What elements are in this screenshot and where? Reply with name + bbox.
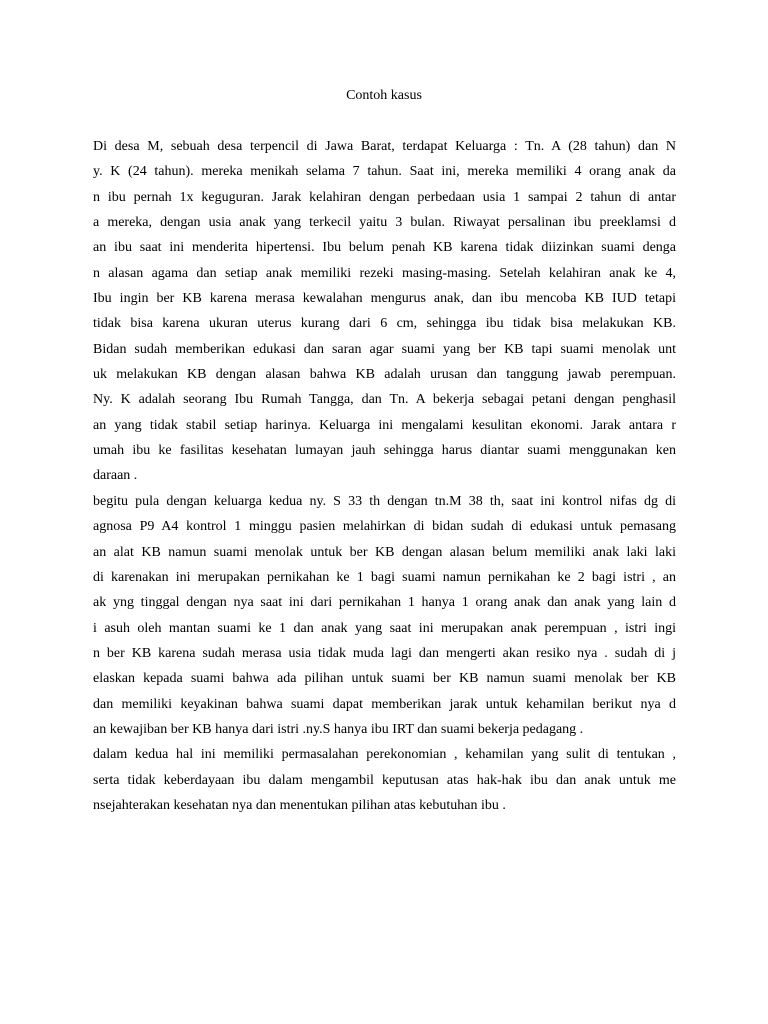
body-line: an ibu saat ini menderita hipertensi. Ibu belum penah KB karena tidak diizinkan suami denga [93,240,676,256]
body-line: an kewajiban ber KB hanya dari istri .ny.S hanya ibu IRT dan suami bekerja pedagang . [93,721,584,737]
body-line: daraan . [93,468,138,484]
case-body-text [93,134,676,818]
page-title: Contoh kasus [346,88,422,103]
body-line: umah ibu ke fasilitas kesehatan lumayan jauh sehingga harus diantar suami menggunakan ken [93,443,676,459]
body-line: agnosa P9 A4 kontrol 1 minggu pasien melahirkan di bidan sudah di edukasi untuk pemasang [93,519,676,535]
body-line: serta tidak keberdayaan ibu dalam mengambil keputusan atas hak-hak ibu dan anak untuk me [93,772,676,788]
body-line: ak yng tinggal dengan nya saat ini dari pernikahan 1 hanya 1 orang anak dan anak yang lain d [93,595,676,611]
body-line: dalam kedua hal ini memiliki permasalahan perekonomian , kehamilan yang sulit di tentukan , [93,747,676,763]
body-line: begitu pula dengan keluarga kedua ny. S 33 th dengan tn.M 38 th, saat ini kontrol nifas dg di [93,493,676,509]
body-line: elaskan kepada suami bahwa ada pilihan untuk suami ber KB namun suami menolak ber KB [93,671,676,687]
body-line: uk melakukan KB dengan alasan bahwa KB adalah urusan dan tanggung jawab perempuan. [93,367,676,383]
body-line: an yang tidak stabil setiap harinya. Keluarga ini mengalami kesulitan ekonomi. Jarak antara r [93,417,676,433]
body-line: y. K (24 tahun). mereka menikah selama 7 tahun. Saat ini, mereka memiliki 4 orang anak da [93,164,676,180]
body-line: Ny. K adalah seorang Ibu Rumah Tangga, dan Tn. A bekerja sebagai petani dengan penghasil [93,392,676,408]
body-line: Ibu ingin ber KB karena merasa kewalahan mengurus anak, dan ibu mencoba KB IUD tetapi [93,291,676,307]
body-line: nsejahterakan kesehatan nya dan menentukan pilihan atas kebutuhan ibu . [93,797,506,813]
body-line: dan memiliki keyakinan bahwa suami dapat memberikan jarak untuk kehamilan berikut nya d [93,696,676,712]
body-line: n ber KB karena sudah merasa usia tidak muda lagi dan mengerti akan resiko nya . sudah di j [93,645,676,661]
body-line: di karenakan ini merupakan pernikahan ke 1 bagi suami namun pernikahan ke 2 bagi istri , an [93,569,676,585]
body-line: tidak bisa karena ukuran uterus kurang dari 6 cm, sehingga ibu tidak bisa melakukan KB. [93,316,676,332]
body-line: an alat KB namun suami menolak untuk ber KB dengan alasan belum memiliki anak laki laki [93,544,676,560]
body-line: Di desa M, sebuah desa terpencil di Jawa Barat, terdapat Keluarga : Tn. A (28 tahun) dan N [93,139,676,154]
body-line: n alasan agama dan setiap anak memiliki rezeki masing-masing. Setelah kelahiran anak ke 4, [93,265,676,281]
body-line: n ibu pernah 1x keguguran. Jarak kelahiran dengan perbedaan usia 1 sampai 2 tahun di antar [93,189,676,205]
body-line: i asuh oleh mantan suami ke 1 dan anak yang saat ini merupakan anak perempuan , istri ingi [93,620,676,636]
body-line: Bidan sudah memberikan edukasi dan saran agar suami yang ber KB tapi suami menolak unt [93,341,676,357]
body-line: a mereka, dengan usia anak yang terkecil yaitu 3 bulan. Riwayat persalinan ibu preeklamsi d [93,215,676,231]
